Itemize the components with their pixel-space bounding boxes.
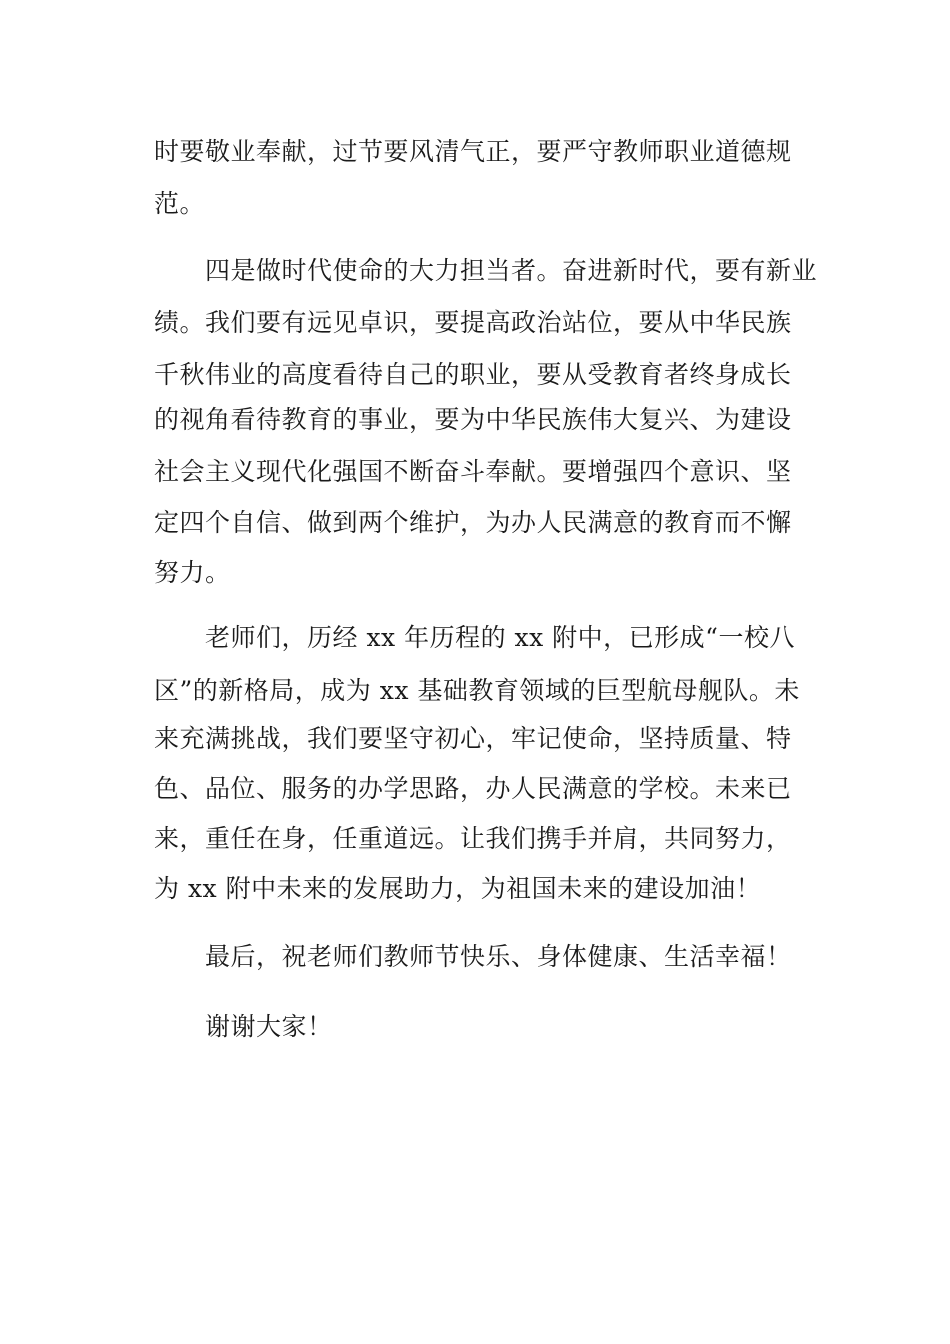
text-line: 努力。 <box>154 558 231 587</box>
text-line: 绩。我们要有远见卓识，要提高政治站位，要从中华民族 <box>154 308 792 337</box>
text-line: 的视角看待教育的事业，要为中华民族伟大复兴、为建设 <box>154 405 792 434</box>
text-line: 为 xx 附中未来的发展助力，为祖国未来的建设加油！ <box>154 874 762 903</box>
text-line: 色、品位、服务的办学思路，办人民满意的学校。未来已 <box>154 774 792 803</box>
text-line: 老师们，历经 xx 年历程的 xx 附中，已形成“一校八 <box>154 623 795 652</box>
text-line: 谢谢大家！ <box>154 1012 333 1041</box>
text-line: 社会主义现代化强国不断奋斗奉献。要增强四个意识、坚 <box>154 457 792 486</box>
text-line: 时要敬业奉献，过节要风清气正，要严守教师职业道德规 <box>154 137 792 166</box>
text-line: 来，重任在身，任重道远。让我们携手并肩，共同努力， <box>154 824 792 853</box>
text-line: 四是做时代使命的大力担当者。奋进新时代，要有新业 <box>154 256 818 285</box>
text-line: 区”的新格局，成为 xx 基础教育领域的巨型航母舰队。未 <box>154 676 800 705</box>
text-line: 千秋伟业的高度看待自己的职业，要从受教育者终身成长 <box>154 360 792 389</box>
text-line: 来充满挑战，我们要坚守初心，牢记使命，坚持质量、特 <box>154 724 792 753</box>
text-line: 范。 <box>154 189 206 218</box>
text-line: 最后，祝老师们教师节快乐、身体健康、生活幸福！ <box>154 942 792 971</box>
text-line: 定四个自信、做到两个维护，为办人民满意的教育而不懈 <box>154 508 792 537</box>
